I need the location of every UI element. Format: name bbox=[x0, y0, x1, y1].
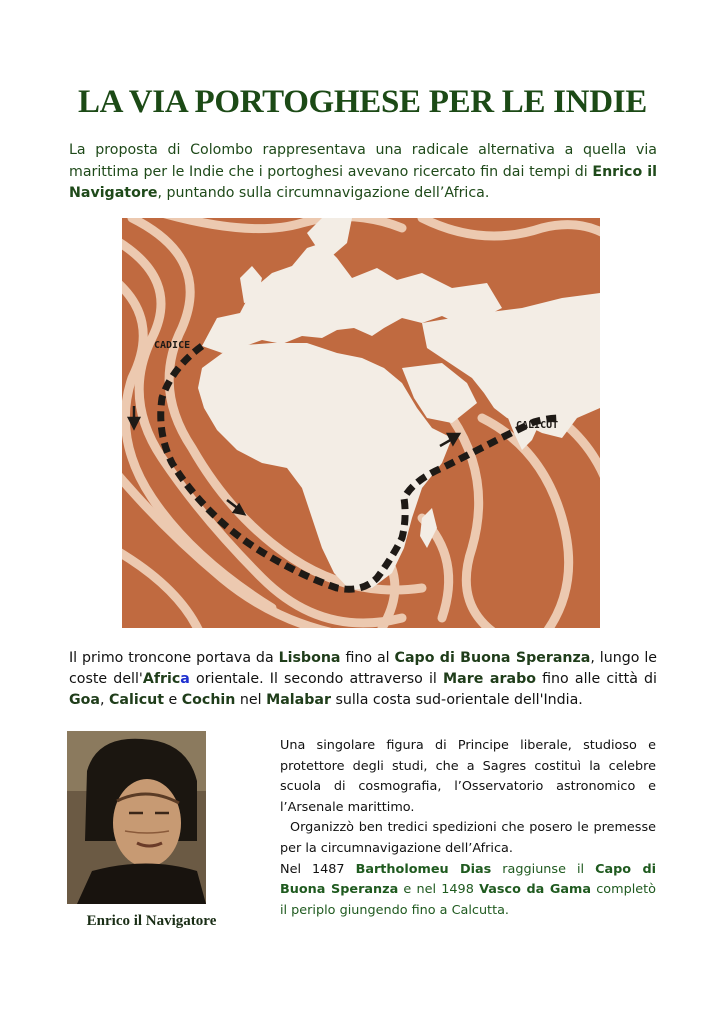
portrait-image bbox=[67, 731, 206, 904]
bio-text-3: Nel 1487 bbox=[280, 861, 356, 877]
bold-mare-arabo: Mare arabo bbox=[443, 671, 536, 687]
page-title: LA VIA PORTOGHESE PER LE INDIE bbox=[77, 84, 648, 120]
bold-gama: Vasco da Gama bbox=[479, 882, 592, 898]
text: Il primo troncone portava da bbox=[69, 650, 279, 666]
intro-bold-name: Enrico il Navigatore bbox=[69, 163, 658, 201]
text: , lungo le coste dell' bbox=[69, 650, 658, 687]
intro-paragraph bbox=[69, 140, 657, 205]
text: orientale. Il secondo attraverso il bbox=[189, 671, 444, 687]
text: , bbox=[99, 692, 109, 708]
bold-goa: Goa bbox=[69, 692, 100, 708]
bold-capo-2: Capo di Buona Speranza bbox=[280, 861, 656, 898]
bio-text-green: completò il periplo giungendo fino a Calcutta. bbox=[280, 882, 656, 918]
bold-lisbona: Lisbona bbox=[278, 650, 341, 666]
bold-afric-blue: a bbox=[180, 671, 190, 687]
bold-malabar: Malabar bbox=[266, 692, 331, 708]
route-paragraph bbox=[69, 648, 657, 711]
bio-text-green: raggiunse il bbox=[491, 861, 596, 877]
bold-calicut: Calicut bbox=[109, 692, 165, 708]
bold-cochin: Cochin bbox=[181, 692, 236, 708]
map-svg bbox=[122, 218, 600, 628]
bold-afric: Afric bbox=[142, 671, 181, 687]
bio-text-1: Una singolare figura di Principe liberale, studioso e protettore degli studi, che a Sagres costituì la celebre scuola di cosmografia, l’Osservatorio astronomico e l’Arsenale marittimo. bbox=[280, 738, 656, 815]
bio-text-2: Organizzò ben tredici spedizioni che posero le premesse per la circumnavigazione dell’Africa. bbox=[280, 820, 656, 856]
text: fino alle città di bbox=[535, 671, 657, 687]
intro-text: La proposta di Colombo rappresentava una radicale alternativa a quella via marittima per le Indie che i portoghesi avevano ricercato fin dai tempi di bbox=[69, 142, 657, 180]
bold-dias: Bartholomeu Dias bbox=[355, 861, 492, 877]
bio-text-green: e nel 1498 bbox=[398, 882, 480, 898]
route-map bbox=[122, 218, 600, 628]
portrait-caption: Enrico il Navigatore bbox=[86, 913, 217, 929]
bio-paragraph bbox=[280, 736, 656, 921]
portrait-svg bbox=[67, 731, 206, 904]
label-cadice: CADICE bbox=[154, 340, 191, 351]
text: nel bbox=[235, 692, 267, 708]
bold-capo: Capo di Buona Speranza bbox=[394, 650, 591, 666]
label-calicut: CALICUT bbox=[516, 420, 559, 431]
intro-text-end: , puntando sulla circumnavigazione dell’Africa. bbox=[157, 185, 490, 201]
text: fino al bbox=[340, 650, 395, 666]
text: e bbox=[164, 692, 182, 708]
text: sulla costa sud-orientale dell'India. bbox=[330, 692, 583, 708]
